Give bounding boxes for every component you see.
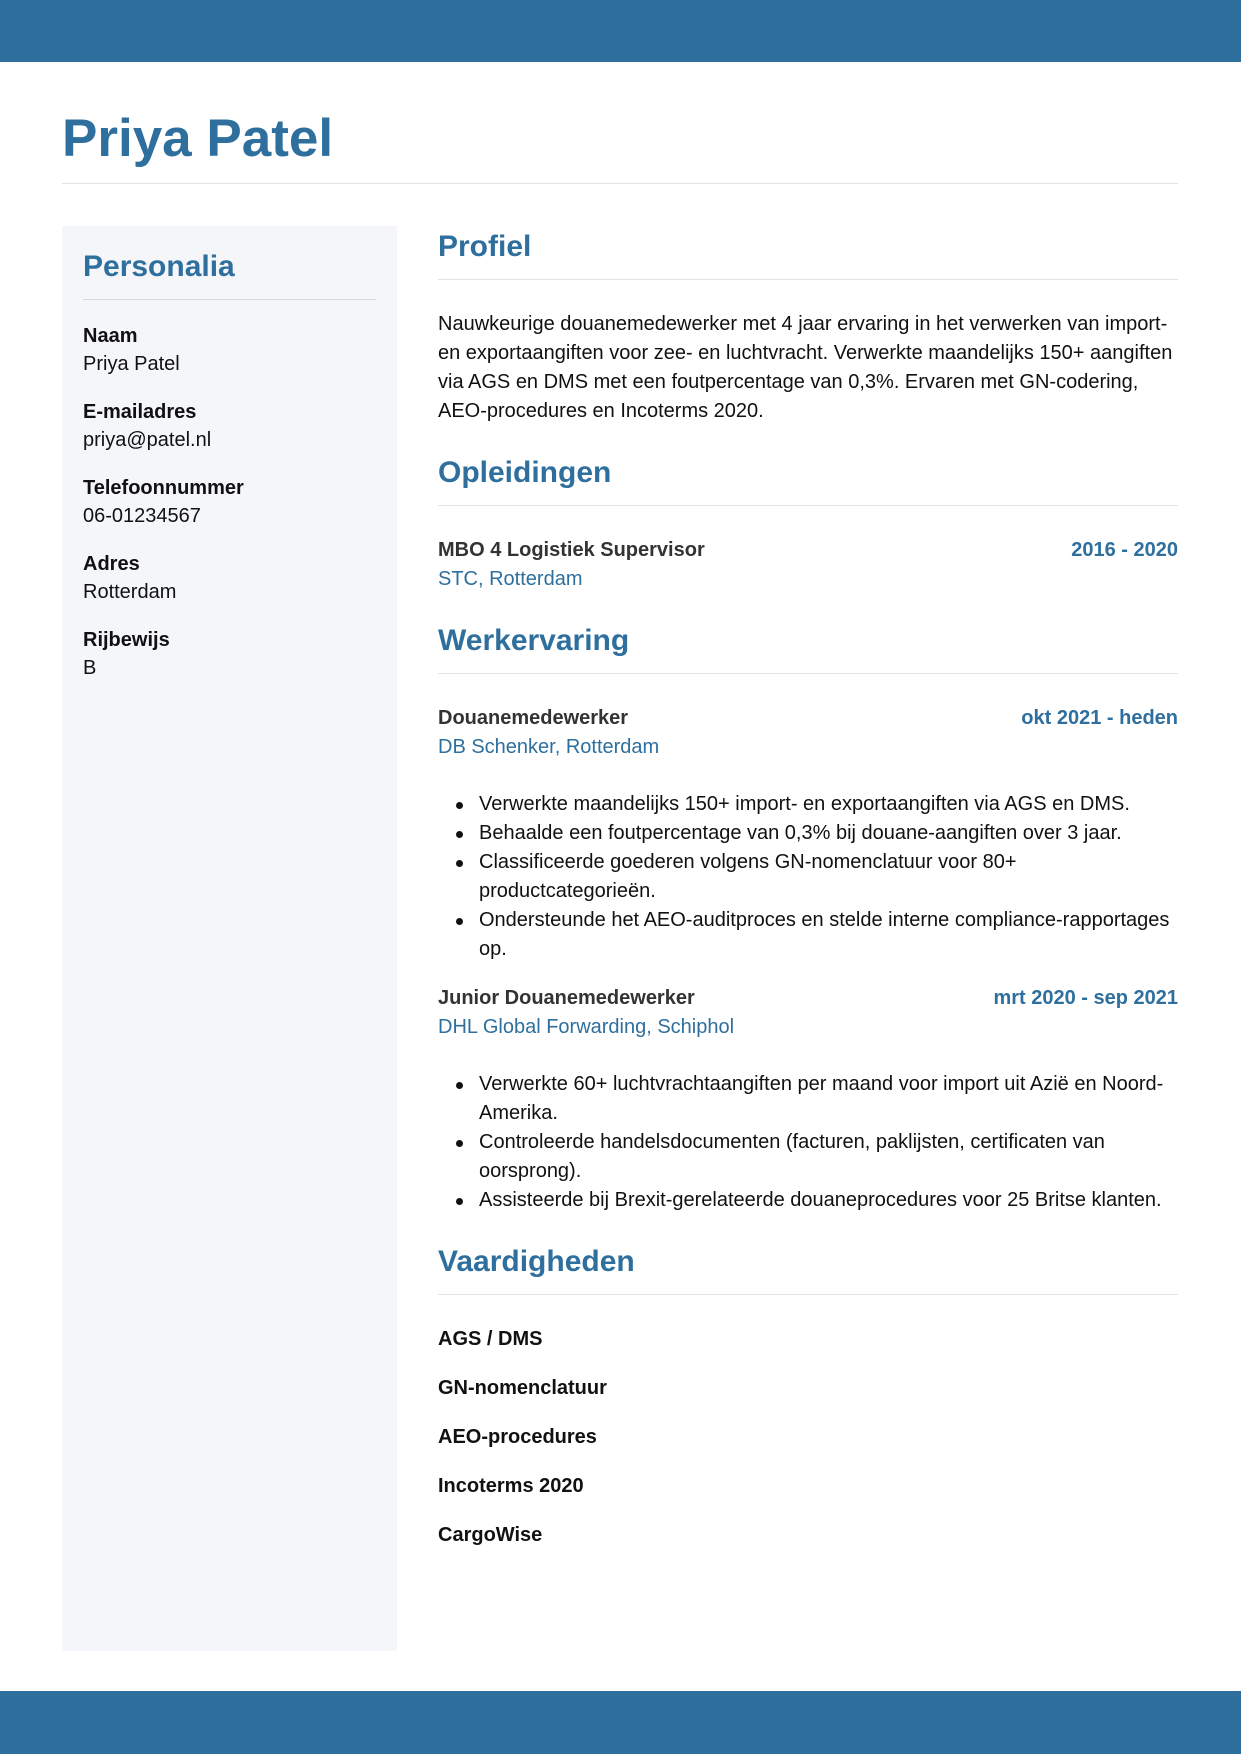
- personal-details-list: [83, 322, 376, 682]
- experience-entry: [438, 704, 1178, 964]
- detail-value: Rotterdam: [83, 581, 177, 603]
- section-title: Vaardigheden: [438, 1241, 1178, 1295]
- entry-date: 2016 - 2020: [1071, 539, 1178, 561]
- achievement-item: Assisteerde bij Brexit-gerelateerde douaneprocedures voor 25 Britse klanten.: [438, 1186, 1178, 1215]
- profile-section: [438, 226, 1178, 426]
- detail-value: Priya Patel: [83, 353, 180, 375]
- achievement-item: Classificeerde goederen volgens GN-nomenclatuur voor 80+ productcategorieën.: [438, 848, 1178, 906]
- achievement-list: [438, 790, 1178, 964]
- section-title: Opleidingen: [438, 452, 1178, 506]
- entry-header: [438, 536, 1178, 565]
- candidate-name: Priya Patel: [62, 109, 334, 168]
- sidebar-title: Personalia: [83, 248, 376, 300]
- entry-date: okt 2021 - heden: [1021, 707, 1178, 729]
- section-title: Profiel: [438, 226, 1178, 280]
- personal-details-sidebar: [62, 226, 397, 1651]
- detail-label: Naam: [83, 325, 138, 347]
- detail-address: [83, 550, 376, 606]
- education-entry: [438, 536, 1178, 594]
- detail-label: Telefoonnummer: [83, 477, 244, 499]
- entry-header: [438, 704, 1178, 733]
- profile-text: Nauwkeurige douanemedewerker met 4 jaar ervaring in het verwerken van import- en exportaangiften voor zee- en luchtvracht. Verwerkte maandelijks 150+ aangiften via AGS en DMS met een foutpercentage van 0,3%. Ervaren met GN-codering, AEO-procedures en Incoterms 2020.: [438, 313, 1173, 422]
- name-divider: [62, 183, 1178, 184]
- entry-organization: DHL Global Forwarding, Schiphol: [438, 1016, 735, 1038]
- entry-header: [438, 984, 1178, 1013]
- skill-item: Incoterms 2020: [438, 1475, 584, 1497]
- detail-license: [83, 626, 376, 682]
- achievement-item: Verwerkte 60+ luchtvrachtaangiften per maand voor import uit Azië en Noord-Amerika.: [438, 1070, 1178, 1128]
- skill-item: GN-nomenclatuur: [438, 1377, 607, 1399]
- detail-label: E-mailadres: [83, 401, 197, 423]
- resume-main-column: [438, 226, 1178, 1576]
- experience-entry: [438, 984, 1178, 1215]
- education-section: [438, 452, 1178, 594]
- header-band: [0, 0, 1241, 62]
- detail-value: priya@patel.nl: [83, 429, 212, 451]
- achievement-list: [438, 1070, 1178, 1215]
- footer-band: [0, 1691, 1241, 1754]
- detail-value: B: [83, 657, 97, 679]
- skill-item: AGS / DMS: [438, 1328, 543, 1350]
- skill-item: CargoWise: [438, 1524, 543, 1546]
- achievement-item: Behaalde een foutpercentage van 0,3% bij douane-aangiften over 3 jaar.: [438, 819, 1178, 848]
- achievement-item: Controleerde handelsdocumenten (facturen, paklijsten, certificaten van oorsprong).: [438, 1128, 1178, 1186]
- detail-phone: [83, 474, 376, 530]
- achievement-item: Verwerkte maandelijks 150+ import- en exportaangiften via AGS en DMS.: [438, 790, 1178, 819]
- entry-date: mrt 2020 - sep 2021: [993, 987, 1178, 1009]
- entry-title: MBO 4 Logistiek Supervisor: [438, 539, 705, 561]
- detail-label: Rijbewijs: [83, 629, 170, 651]
- detail-name: [83, 322, 376, 378]
- entry-organization: STC, Rotterdam: [438, 568, 583, 590]
- detail-value: 06-01234567: [83, 505, 201, 527]
- skill-item: AEO-procedures: [438, 1426, 597, 1448]
- skills-section: [438, 1241, 1178, 1550]
- entry-organization: DB Schenker, Rotterdam: [438, 736, 660, 758]
- experience-section: [438, 620, 1178, 1215]
- entry-title: Junior Douanemedewerker: [438, 987, 695, 1009]
- achievement-item: Ondersteunde het AEO-auditproces en stelde interne compliance-rapportages op.: [438, 906, 1178, 964]
- detail-label: Adres: [83, 553, 140, 575]
- skills-list: [438, 1325, 1178, 1550]
- section-title: Werkervaring: [438, 620, 1178, 674]
- detail-email: [83, 398, 376, 454]
- entry-title: Douanemedewerker: [438, 707, 629, 729]
